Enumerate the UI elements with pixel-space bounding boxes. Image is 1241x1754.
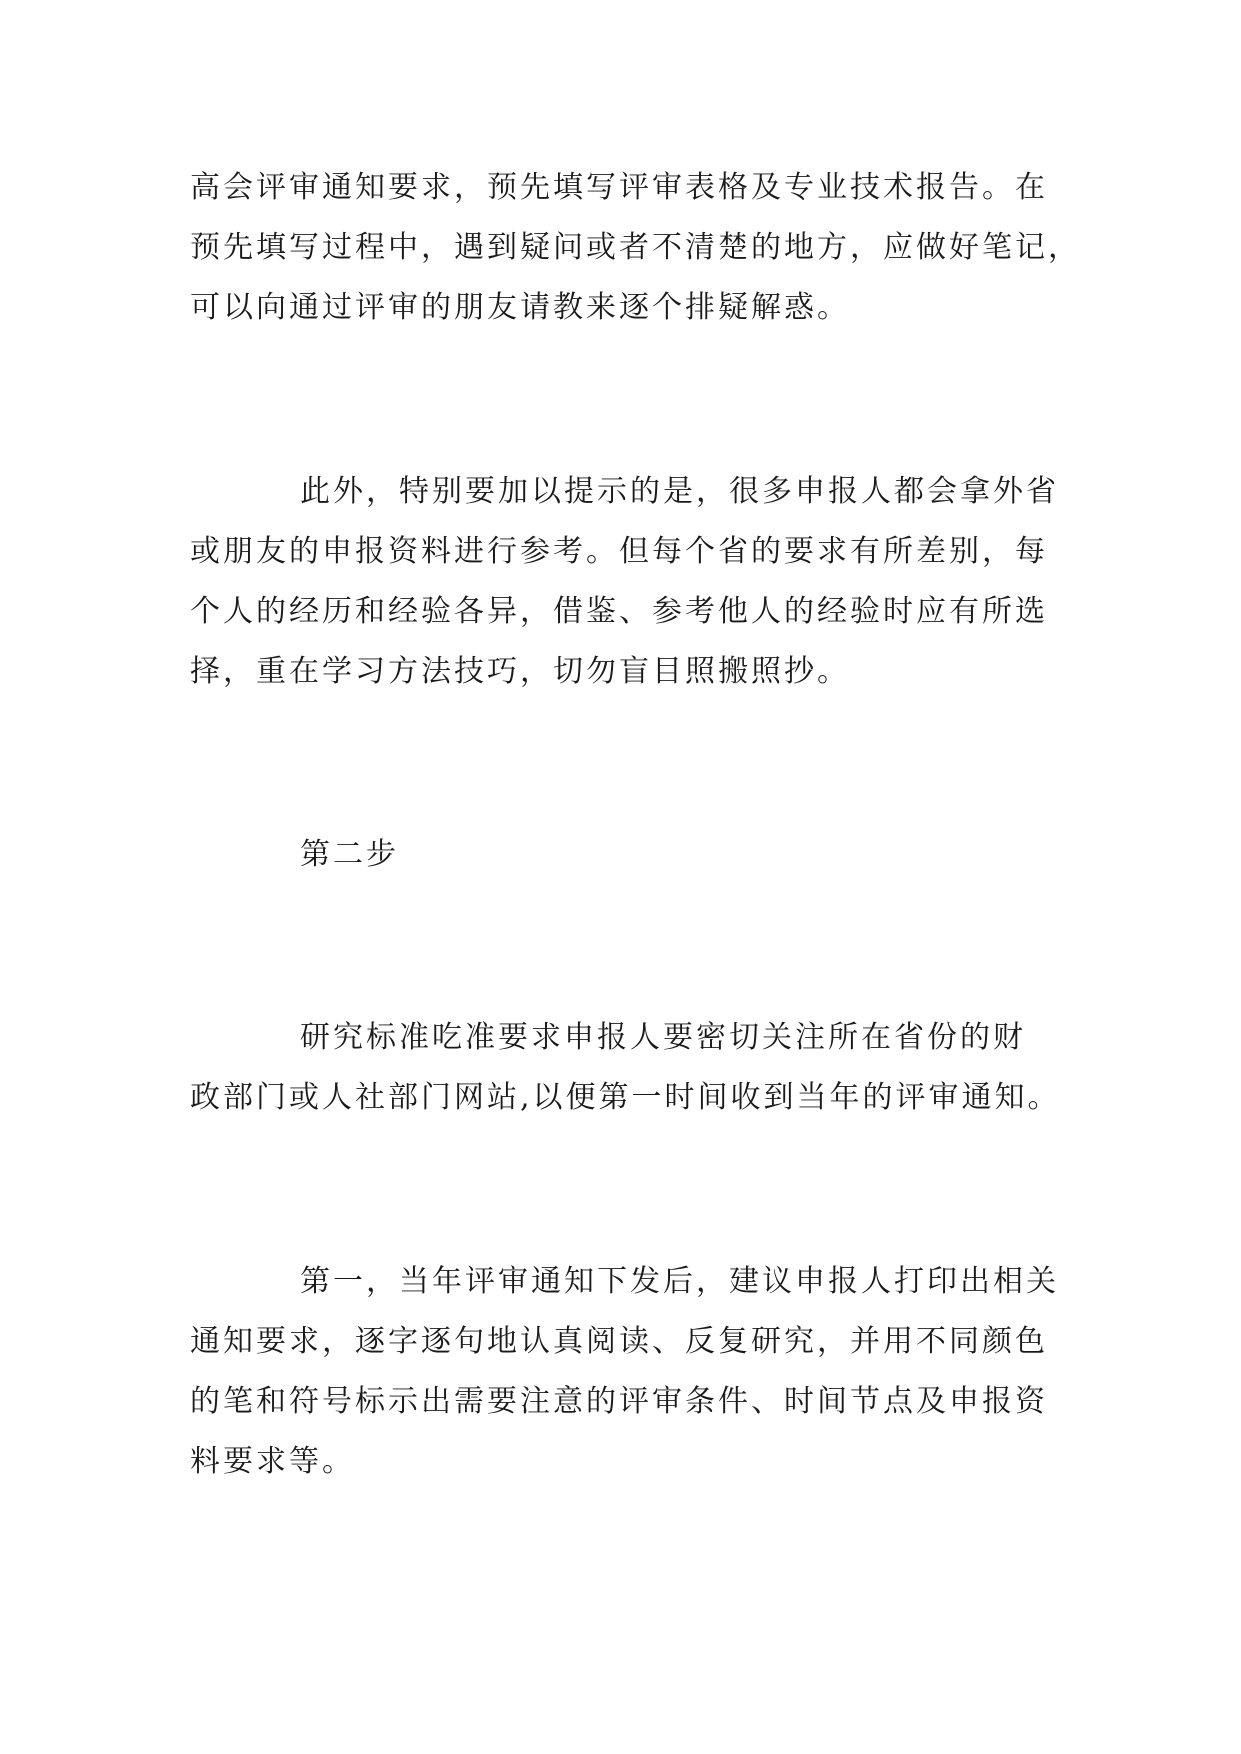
paragraph-5-line-1: 第一，当年评审通知下发后，建议申报人打印出相关 (300, 1264, 1059, 1299)
paragraph-4-line-1: 研究标准吃准要求申报人要密切关注所在省份的财 (300, 1020, 1026, 1055)
paragraph-2-line-4: 择，重在学习方法技巧，切勿盲目照搬照抄。 (190, 654, 850, 689)
section-heading: 第二步 (300, 837, 399, 872)
paragraph-5-line-4: 料要求等。 (190, 1444, 355, 1479)
paragraph-2-line-3: 个人的经历和经验各异，借鉴、参考他人的经验时应有所选 (190, 594, 1048, 629)
paragraph-5-line-3: 的笔和符号标示出需要注意的评审条件、时间节点及申报资 (190, 1384, 1048, 1419)
paragraph-2-line-1: 此外，特别要加以提示的是，很多申报人都会拿外省 (300, 474, 1059, 509)
paragraph-1-line-2: 预先填写过程中，遇到疑问或者不清楚的地方，应做好笔记， (190, 230, 1081, 265)
paragraph-4-line-2: 政部门或人社部门网站,以便第一时间收到当年的评审通知。 (190, 1080, 1061, 1115)
paragraph-2-line-2: 或朋友的申报资料进行参考。但每个省的要求有所差别，每 (190, 534, 1048, 569)
paragraph-1-line-1: 高会评审通知要求，预先填写评审表格及专业技术报告。在 (190, 170, 1048, 205)
paragraph-1-line-3: 可以向通过评审的朋友请教来逐个排疑解惑。 (190, 290, 850, 325)
paragraph-5-line-2: 通知要求，逐字逐句地认真阅读、反复研究，并用不同颜色 (190, 1324, 1048, 1359)
